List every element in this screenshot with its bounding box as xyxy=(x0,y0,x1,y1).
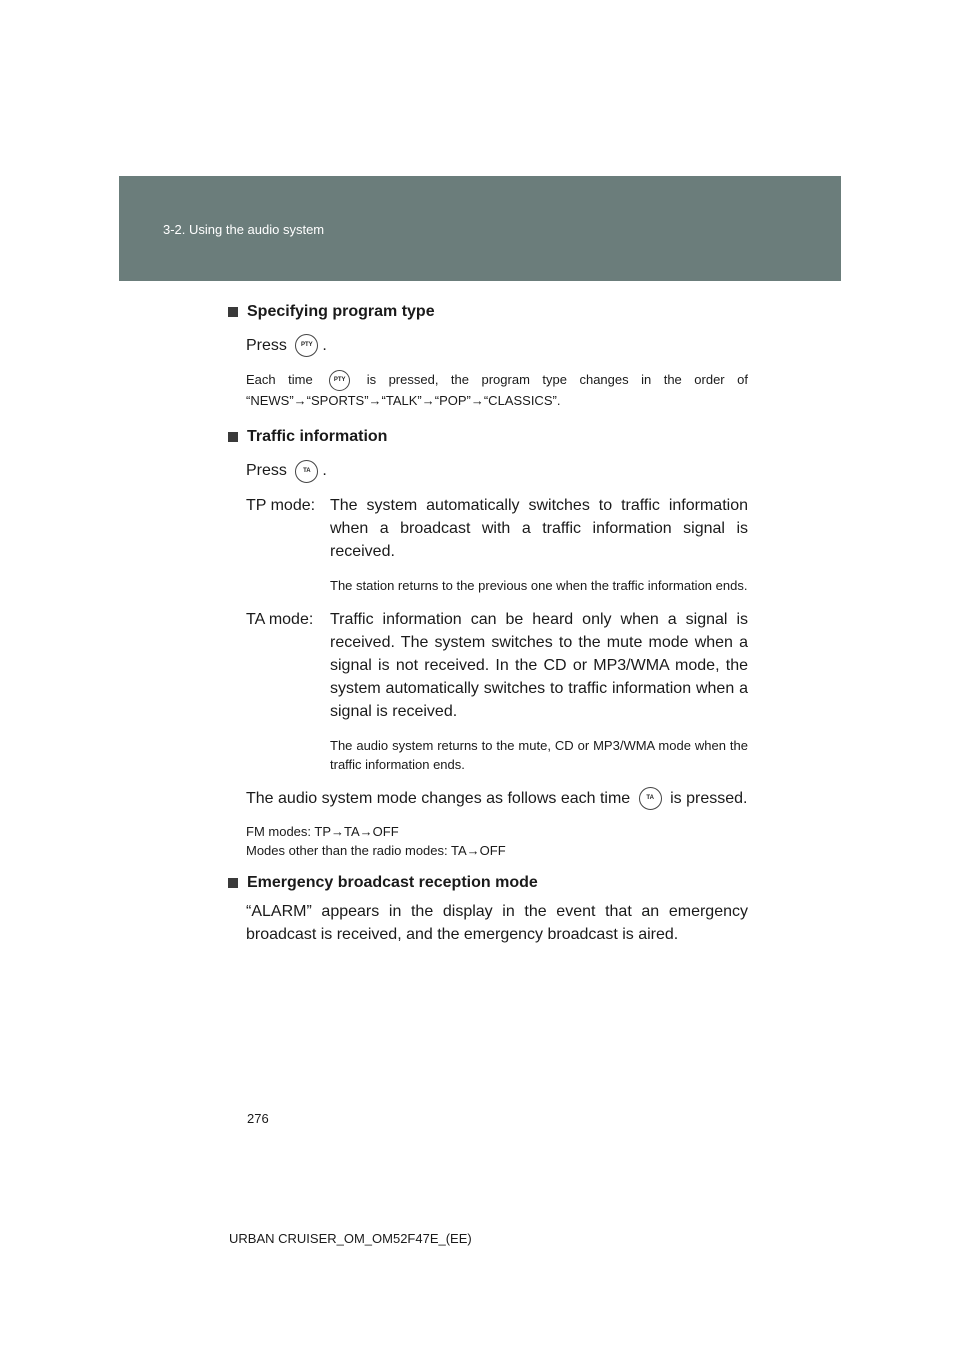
ta-button-icon: TA xyxy=(639,787,662,810)
page-number: 276 xyxy=(247,1111,269,1126)
pty-button-icon: PTY xyxy=(329,370,350,391)
section-label: 3-2. Using the audio system xyxy=(163,222,325,237)
square-bullet-icon xyxy=(228,432,238,442)
document-id: URBAN CRUISER_OM_OM52F47E_(EE) xyxy=(229,1231,472,1246)
fm-modes: FM modes: TP→TA→OFF xyxy=(246,823,399,839)
tp-mode-text: The system automatically switches to traffic information when a broadcast with a traffic information signal is received. xyxy=(330,496,748,560)
other-modes: Modes other than the radio modes: TA→OFF xyxy=(246,842,506,858)
pty-button-icon: PTY xyxy=(295,334,318,357)
pty-press-line: Press PTY . xyxy=(228,334,748,357)
traffic-heading: Traffic information xyxy=(228,428,748,446)
square-bullet-icon xyxy=(228,878,238,888)
tp-mode-note: The station returns to the previous one when the traffic information ends. xyxy=(330,577,748,593)
tp-mode-row xyxy=(228,494,748,563)
mode-change-text: The audio system mode changes as follows each time TA is pressed. xyxy=(228,787,748,810)
header-band xyxy=(119,176,841,281)
ta-button-icon: TA xyxy=(295,460,318,483)
ta-mode-row xyxy=(228,608,748,723)
page-content xyxy=(228,303,748,946)
tp-mode-label: TP mode: xyxy=(246,496,316,514)
pty-heading: Specifying program type xyxy=(228,303,748,321)
ta-mode-note: The audio system returns to the mute, CD or MP3/WMA mode when the traffic information ends. xyxy=(330,737,748,772)
emergency-heading: Emergency broadcast reception mode xyxy=(228,874,748,892)
traffic-press-line: Press TA . xyxy=(228,459,748,482)
emergency-text: “ALARM” appears in the display in the event that an emergency broadcast is received, and the emergency broadcast is aired. xyxy=(246,902,748,943)
square-bullet-icon xyxy=(228,307,238,317)
ta-mode-label: TA mode: xyxy=(246,610,314,628)
ta-mode-text: Traffic information can be heard only when a signal is received. The system switches to the mute mode when a signal is not received. In the CD or MP3/WMA mode, the system automatically switches to traffic information when a signal is received. xyxy=(330,610,748,720)
pty-note: Each time PTY is pressed, the program type changes in the order of “NEWS”→“SPORTS”→“TALK”→“POP”→“CLASSICS”. xyxy=(246,372,748,409)
